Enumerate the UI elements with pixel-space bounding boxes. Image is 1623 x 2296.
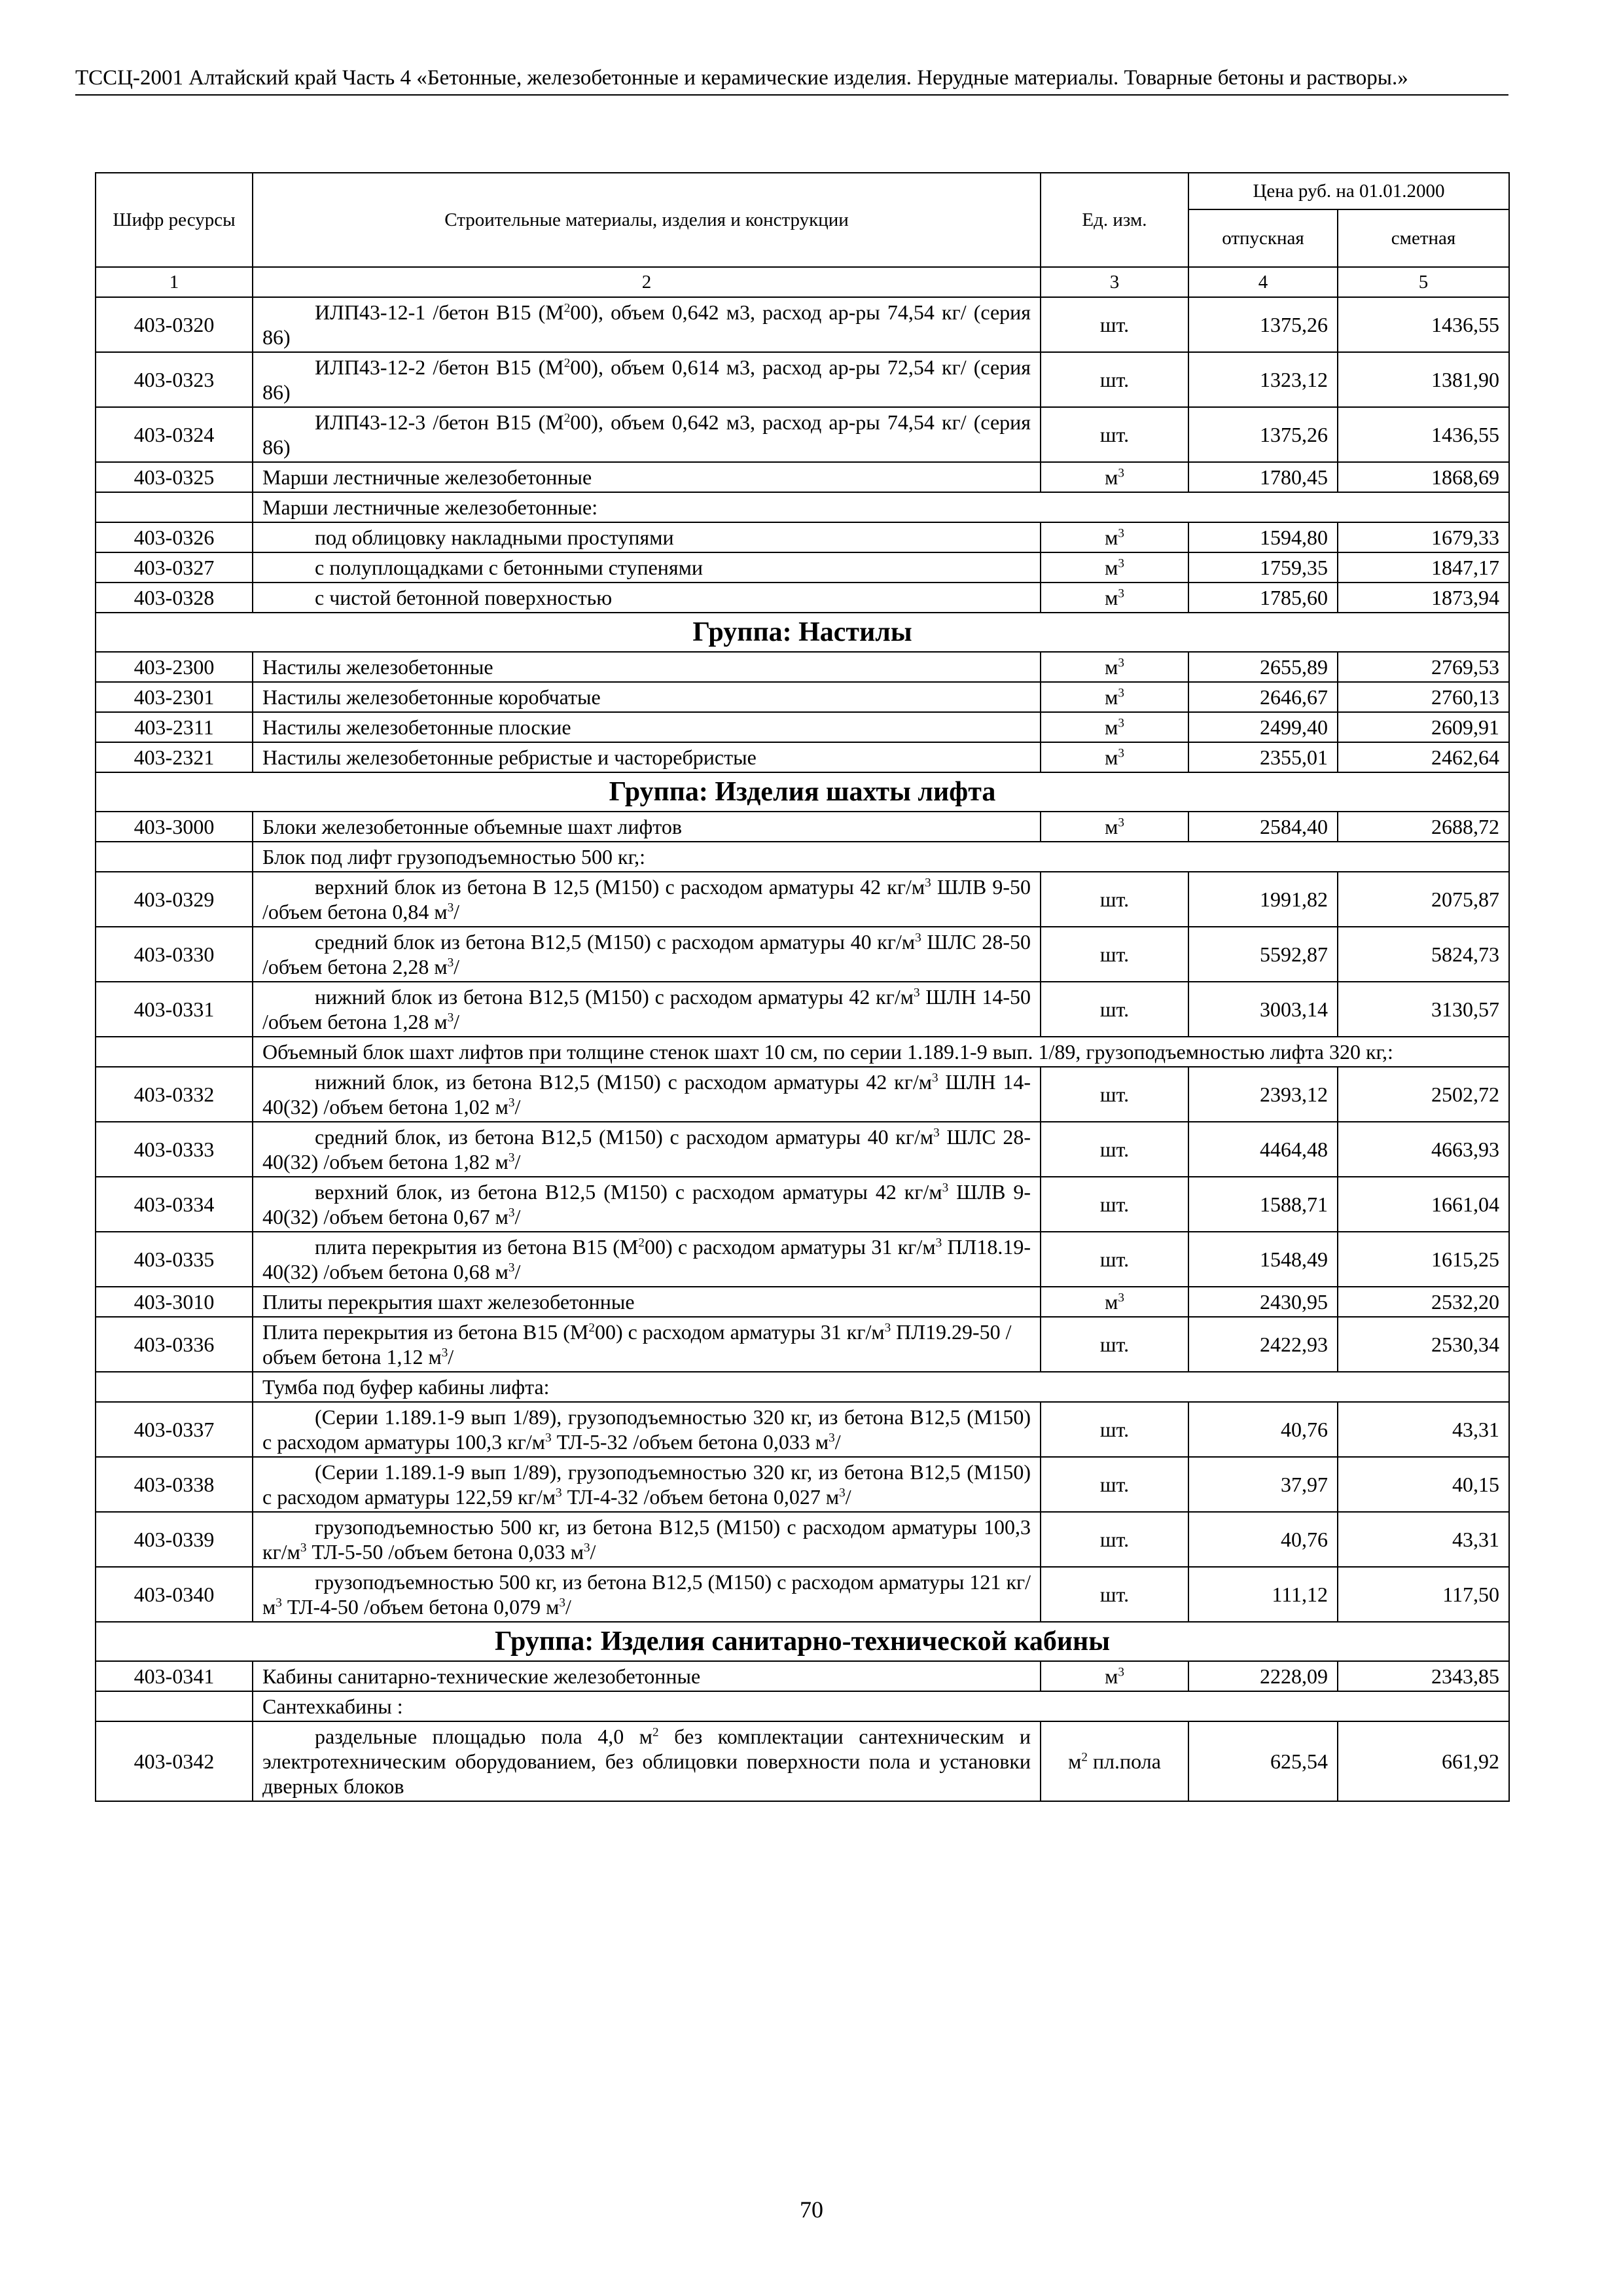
resource-code: 403-0328 bbox=[96, 583, 253, 613]
estimate-price: 2760,13 bbox=[1338, 682, 1509, 712]
table-row bbox=[96, 1232, 1509, 1287]
resource-code: 403-0329 bbox=[96, 872, 253, 927]
release-price: 111,12 bbox=[1188, 1567, 1338, 1622]
unit-of-measure: шт. bbox=[1041, 1512, 1188, 1567]
column-header-price-group: Цена руб. на 01.01.2000 bbox=[1188, 173, 1509, 209]
table-row bbox=[96, 927, 1509, 982]
table-row bbox=[96, 742, 1509, 772]
table-row bbox=[96, 1177, 1509, 1232]
material-name: ИЛП43-12-3 /бетон В15 $(М^200)$, объем 0,642 м3, расход ар-ры 74,54 кг/ (серия 86) bbox=[253, 407, 1041, 462]
empty-code-cell bbox=[96, 492, 253, 522]
resource-code: 403-0332 bbox=[96, 1067, 253, 1122]
material-name: (Серии 1.189.1-9 вып 1/89), грузоподъемностью 320 кг, из бетона В12,5 (М150) с расходом арматуры 100,3 $кг/м^3$ ТЛ-5-32 /объем бетона 0,033 $м^3/$ bbox=[253, 1402, 1041, 1457]
resource-code: 403-0327 bbox=[96, 552, 253, 583]
unit-of-measure: шт. bbox=[1041, 1232, 1188, 1287]
estimate-price: 117,50 bbox=[1338, 1567, 1509, 1622]
estimate-price: 40,15 bbox=[1338, 1457, 1509, 1512]
estimate-price: 2462,64 bbox=[1338, 742, 1509, 772]
release-price: 1375,26 bbox=[1188, 297, 1338, 352]
estimate-price: 1436,55 bbox=[1338, 297, 1509, 352]
material-name: Марши лестничные железобетонные bbox=[253, 462, 1041, 492]
material-name: верхний блок, из бетона В12,5 (М150) с расходом арматуры 42 $кг/м^3$ ШЛВ 9-40(32) /объем бетона 0,67 $м^3/$ bbox=[253, 1177, 1041, 1232]
material-name: верхний блок из бетона В 12,5 (М150) с расходом арматуры 42 $кг/м^3$ ШЛВ 9-50 /объем бетона 0,84 $м^3/$ bbox=[253, 872, 1041, 927]
resource-code: 403-2301 bbox=[96, 682, 253, 712]
unit-of-measure: шт. bbox=[1041, 1457, 1188, 1512]
estimate-price: 5824,73 bbox=[1338, 927, 1509, 982]
unit-of-measure: шт. bbox=[1041, 927, 1188, 982]
resource-code: 403-0323 bbox=[96, 352, 253, 407]
subheading-text: Сантехкабины : bbox=[253, 1691, 1509, 1721]
release-price: 4464,48 bbox=[1188, 1122, 1338, 1177]
resource-code: 403-0336 bbox=[96, 1317, 253, 1372]
material-name: нижний блок, из бетона В12,5 (М150) с расходом арматуры 42 $кг/м^3$ ШЛН 14-40(32) /объем бетона 1,02 $м^3/$ bbox=[253, 1067, 1041, 1122]
release-price: 2646,67 bbox=[1188, 682, 1338, 712]
release-price: 2422,93 bbox=[1188, 1317, 1338, 1372]
estimate-price: 2075,87 bbox=[1338, 872, 1509, 927]
resource-code: 403-0340 bbox=[96, 1567, 253, 1622]
table-row bbox=[96, 1661, 1509, 1691]
column-header-unit: Ед. изм. bbox=[1041, 173, 1188, 267]
release-price: 1323,12 bbox=[1188, 352, 1338, 407]
resource-code: 403-2321 bbox=[96, 742, 253, 772]
material-name: с чистой бетонной поверхностью bbox=[253, 583, 1041, 613]
resource-code: 403-0330 bbox=[96, 927, 253, 982]
unit-of-measure: шт. bbox=[1041, 352, 1188, 407]
column-number: 3 bbox=[1041, 267, 1188, 297]
material-name: Настилы железобетонные коробчатые bbox=[253, 682, 1041, 712]
column-header-release: отпускная bbox=[1188, 209, 1338, 267]
unit-of-measure: $м^3$ bbox=[1041, 462, 1188, 492]
table-row bbox=[96, 812, 1509, 842]
estimate-price: 1615,25 bbox=[1338, 1232, 1509, 1287]
unit-of-measure: $м^3$ bbox=[1041, 552, 1188, 583]
release-price: 2355,01 bbox=[1188, 742, 1338, 772]
table-row bbox=[96, 652, 1509, 682]
table-row bbox=[96, 352, 1509, 407]
table-row bbox=[96, 682, 1509, 712]
material-name: средний блок, из бетона В12,5 (М150) с расходом арматуры 40 $кг/м^3$ ШЛС 28-40(32) /объем бетона 1,82 $м^3/$ bbox=[253, 1122, 1041, 1177]
unit-of-measure: $м^3$ bbox=[1041, 652, 1188, 682]
group-heading-row bbox=[96, 772, 1509, 812]
material-name: Настилы железобетонные ребристые и часторебристые bbox=[253, 742, 1041, 772]
release-price: 40,76 bbox=[1188, 1402, 1338, 1457]
resource-code: 403-0337 bbox=[96, 1402, 253, 1457]
resource-code: 403-0341 bbox=[96, 1661, 253, 1691]
estimate-price: 1381,90 bbox=[1338, 352, 1509, 407]
table-row bbox=[96, 1122, 1509, 1177]
table-row bbox=[96, 552, 1509, 583]
material-name: Плиты перекрытия шахт железобетонные bbox=[253, 1287, 1041, 1317]
group-heading: Группа: Изделия шахты лифта bbox=[96, 772, 1509, 812]
material-name: Блоки железобетонные объемные шахт лифтов bbox=[253, 812, 1041, 842]
material-name: (Серии 1.189.1-9 вып 1/89), грузоподъемностью 320 кг, из бетона В12,5 (М150) с расходом арматуры 122,59 $кг/м^3$ ТЛ-4-32 /объем бетона 0,027 $м^3/$ bbox=[253, 1457, 1041, 1512]
material-name: нижний блок из бетона В12,5 (М150) с расходом арматуры 42 $кг/м^3$ ШЛН 14-50 /объем бетона 1,28 $м^3/$ bbox=[253, 982, 1041, 1037]
release-price: 1588,71 bbox=[1188, 1177, 1338, 1232]
subheading-row bbox=[96, 1037, 1509, 1067]
unit-of-measure: шт. bbox=[1041, 1067, 1188, 1122]
estimate-price: 2343,85 bbox=[1338, 1661, 1509, 1691]
release-price: 1780,45 bbox=[1188, 462, 1338, 492]
estimate-price: 2532,20 bbox=[1338, 1287, 1509, 1317]
resource-code: 403-0324 bbox=[96, 407, 253, 462]
unit-of-measure: $м^3$ bbox=[1041, 812, 1188, 842]
resource-code: 403-3000 bbox=[96, 812, 253, 842]
price-table bbox=[95, 172, 1510, 1802]
material-name: Настилы железобетонные bbox=[253, 652, 1041, 682]
material-name: под облицовку накладными проступями bbox=[253, 522, 1041, 552]
estimate-price: 2530,34 bbox=[1338, 1317, 1509, 1372]
estimate-price: 2769,53 bbox=[1338, 652, 1509, 682]
subheading-text: Блок под лифт грузоподъемностью 500 кг,: bbox=[253, 842, 1509, 872]
table-row bbox=[96, 462, 1509, 492]
table-row bbox=[96, 1067, 1509, 1122]
resource-code: 403-2311 bbox=[96, 712, 253, 742]
material-name: Плита перекрытия из бетона В15 $(М^200)$ с расходом арматуры 31 $кг/м^3$ ПЛ19.29-50 /объем бетона 1,12 $м^3/$ bbox=[253, 1317, 1041, 1372]
table-row bbox=[96, 522, 1509, 552]
unit-of-measure: шт. bbox=[1041, 407, 1188, 462]
material-name: ИЛП43-12-1 /бетон В15 $(М^200)$, объем 0,642 м3, расход ар-ры 74,54 кг/ (серия 86) bbox=[253, 297, 1041, 352]
group-heading-row bbox=[96, 1622, 1509, 1661]
table-row bbox=[96, 297, 1509, 352]
resource-code: 403-0335 bbox=[96, 1232, 253, 1287]
table-row bbox=[96, 1317, 1509, 1372]
release-price: 2430,95 bbox=[1188, 1287, 1338, 1317]
subheading-row bbox=[96, 1691, 1509, 1721]
subheading-text: Тумба под буфер кабины лифта: bbox=[253, 1372, 1509, 1402]
unit-of-measure: $м^3$ bbox=[1041, 712, 1188, 742]
group-heading-row bbox=[96, 613, 1509, 652]
subheading-row bbox=[96, 1372, 1509, 1402]
estimate-price: 1873,94 bbox=[1338, 583, 1509, 613]
unit-of-measure: шт. bbox=[1041, 1317, 1188, 1372]
release-price: 40,76 bbox=[1188, 1512, 1338, 1567]
resource-code: 403-0325 bbox=[96, 462, 253, 492]
unit-of-measure: $м^3$ bbox=[1041, 682, 1188, 712]
column-number-row bbox=[96, 267, 1509, 297]
release-price: 2584,40 bbox=[1188, 812, 1338, 842]
resource-code: 403-0331 bbox=[96, 982, 253, 1037]
group-heading: Группа: Настилы bbox=[96, 613, 1509, 652]
unit-of-measure: $м^2$ пл.пола bbox=[1041, 1721, 1188, 1801]
material-name: грузоподъемностью 500 кг, из бетона В12,5 (М150) с расходом арматуры 100,3 $кг/м^3$ ТЛ-5-50 /объем бетона 0,033 $м^3/$ bbox=[253, 1512, 1041, 1567]
empty-code-cell bbox=[96, 1372, 253, 1402]
group-heading: Группа: Изделия санитарно-технической кабины bbox=[96, 1622, 1509, 1661]
material-name: Кабины санитарно-технические железобетонные bbox=[253, 1661, 1041, 1691]
resource-code: 403-0342 bbox=[96, 1721, 253, 1801]
estimate-price: 4663,93 bbox=[1338, 1122, 1509, 1177]
unit-of-measure: шт. bbox=[1041, 1122, 1188, 1177]
release-price: 2499,40 bbox=[1188, 712, 1338, 742]
material-name: раздельные площадью пола 4,0 $м^2$ без комплектации сантехническим и электротехническим оборудованием, без облицовки поверхности пола и установки дверных блоков bbox=[253, 1721, 1041, 1801]
subheading-text: Объемный блок шахт лифтов при толщине стенок шахт 10 см, по серии 1.189.1-9 вып. 1/89, грузоподъемностью лифта 320 кг,: bbox=[253, 1037, 1509, 1067]
estimate-price: 2609,91 bbox=[1338, 712, 1509, 742]
estimate-price: 2502,72 bbox=[1338, 1067, 1509, 1122]
document-header bbox=[75, 64, 1508, 96]
empty-code-cell bbox=[96, 1691, 253, 1721]
unit-of-measure: $м^3$ bbox=[1041, 583, 1188, 613]
header-title: ТССЦ-2001 Алтайский край Часть 4 «Бетонные, железобетонные и керамические изделия. Нерудные материалы. Товарные бетоны и растворы.» bbox=[75, 66, 1408, 90]
table-row bbox=[96, 712, 1509, 742]
estimate-price: 1679,33 bbox=[1338, 522, 1509, 552]
table-body bbox=[96, 297, 1509, 1801]
estimate-price: 1868,69 bbox=[1338, 462, 1509, 492]
unit-of-measure: шт. bbox=[1041, 872, 1188, 927]
unit-of-measure: шт. bbox=[1041, 1402, 1188, 1457]
table-row bbox=[96, 1721, 1509, 1801]
column-number: 4 bbox=[1188, 267, 1338, 297]
resource-code: 403-0334 bbox=[96, 1177, 253, 1232]
release-price: 1548,49 bbox=[1188, 1232, 1338, 1287]
unit-of-measure: $м^3$ bbox=[1041, 522, 1188, 552]
table-row bbox=[96, 583, 1509, 613]
estimate-price: 3130,57 bbox=[1338, 982, 1509, 1037]
subheading-text: Марши лестничные железобетонные: bbox=[253, 492, 1509, 522]
table-row bbox=[96, 982, 1509, 1037]
unit-of-measure: $м^3$ bbox=[1041, 1661, 1188, 1691]
material-name: средний блок из бетона В12,5 (М150) с расходом арматуры 40 $кг/м^3$ ШЛС 28-50 /объем бетона 2,28 $м^3/$ bbox=[253, 927, 1041, 982]
unit-of-measure: шт. bbox=[1041, 1567, 1188, 1622]
table-row bbox=[96, 872, 1509, 927]
column-number: 1 bbox=[96, 267, 253, 297]
table-row bbox=[96, 1512, 1509, 1567]
empty-code-cell bbox=[96, 842, 253, 872]
material-name: Настилы железобетонные плоские bbox=[253, 712, 1041, 742]
column-header-name: Строительные материалы, изделия и конструкции bbox=[253, 173, 1041, 267]
column-number: 5 bbox=[1338, 267, 1509, 297]
release-price: 625,54 bbox=[1188, 1721, 1338, 1801]
table-row bbox=[96, 1457, 1509, 1512]
table-row bbox=[96, 1287, 1509, 1317]
estimate-price: 43,31 bbox=[1338, 1512, 1509, 1567]
estimate-price: 1847,17 bbox=[1338, 552, 1509, 583]
resource-code: 403-2300 bbox=[96, 652, 253, 682]
release-price: 5592,87 bbox=[1188, 927, 1338, 982]
release-price: 2228,09 bbox=[1188, 1661, 1338, 1691]
release-price: 1594,80 bbox=[1188, 522, 1338, 552]
release-price: 1991,82 bbox=[1188, 872, 1338, 927]
estimate-price: 661,92 bbox=[1338, 1721, 1509, 1801]
resource-code: 403-0320 bbox=[96, 297, 253, 352]
estimate-price: 43,31 bbox=[1338, 1402, 1509, 1457]
estimate-price: 1661,04 bbox=[1338, 1177, 1509, 1232]
release-price: 1785,60 bbox=[1188, 583, 1338, 613]
subheading-row bbox=[96, 492, 1509, 522]
release-price: 1759,35 bbox=[1188, 552, 1338, 583]
resource-code: 403-0333 bbox=[96, 1122, 253, 1177]
material-name: с полуплощадками с бетонными ступенями bbox=[253, 552, 1041, 583]
column-header-estimate: сметная bbox=[1338, 209, 1509, 267]
page-number: 70 bbox=[800, 2197, 823, 2223]
resource-code: 403-0339 bbox=[96, 1512, 253, 1567]
table-row bbox=[96, 1567, 1509, 1622]
material-name: плита перекрытия из бетона В15 $(М^200)$ с расходом арматуры 31 $кг/м^3$ ПЛ18.19-40(32) /объем бетона 0,68 $м^3/$ bbox=[253, 1232, 1041, 1287]
unit-of-measure: $м^3$ bbox=[1041, 1287, 1188, 1317]
estimate-price: 1436,55 bbox=[1338, 407, 1509, 462]
resource-code: 403-3010 bbox=[96, 1287, 253, 1317]
column-number: 2 bbox=[253, 267, 1041, 297]
resource-code: 403-0338 bbox=[96, 1457, 253, 1512]
release-price: 1375,26 bbox=[1188, 407, 1338, 462]
unit-of-measure: $м^3$ bbox=[1041, 742, 1188, 772]
material-name: грузоподъемностью 500 кг, из бетона В12,5 (М150) с расходом арматуры 121 $кг/м^3$ ТЛ-4-50 /объем бетона 0,079 $м^3/$ bbox=[253, 1567, 1041, 1622]
table-row bbox=[96, 1402, 1509, 1457]
estimate-price: 2688,72 bbox=[1338, 812, 1509, 842]
column-header-code: Шифр ресурсы bbox=[96, 173, 253, 267]
material-name: ИЛП43-12-2 /бетон В15 $(М^200)$, объем 0,614 м3, расход ар-ры 72,54 кг/ (серия 86) bbox=[253, 352, 1041, 407]
resource-code: 403-0326 bbox=[96, 522, 253, 552]
release-price: 3003,14 bbox=[1188, 982, 1338, 1037]
table-row bbox=[96, 407, 1509, 462]
unit-of-measure: шт. bbox=[1041, 297, 1188, 352]
subheading-row bbox=[96, 842, 1509, 872]
release-price: 37,97 bbox=[1188, 1457, 1338, 1512]
unit-of-measure: шт. bbox=[1041, 982, 1188, 1037]
unit-of-measure: шт. bbox=[1041, 1177, 1188, 1232]
release-price: 2393,12 bbox=[1188, 1067, 1338, 1122]
release-price: 2655,89 bbox=[1188, 652, 1338, 682]
empty-code-cell bbox=[96, 1037, 253, 1067]
